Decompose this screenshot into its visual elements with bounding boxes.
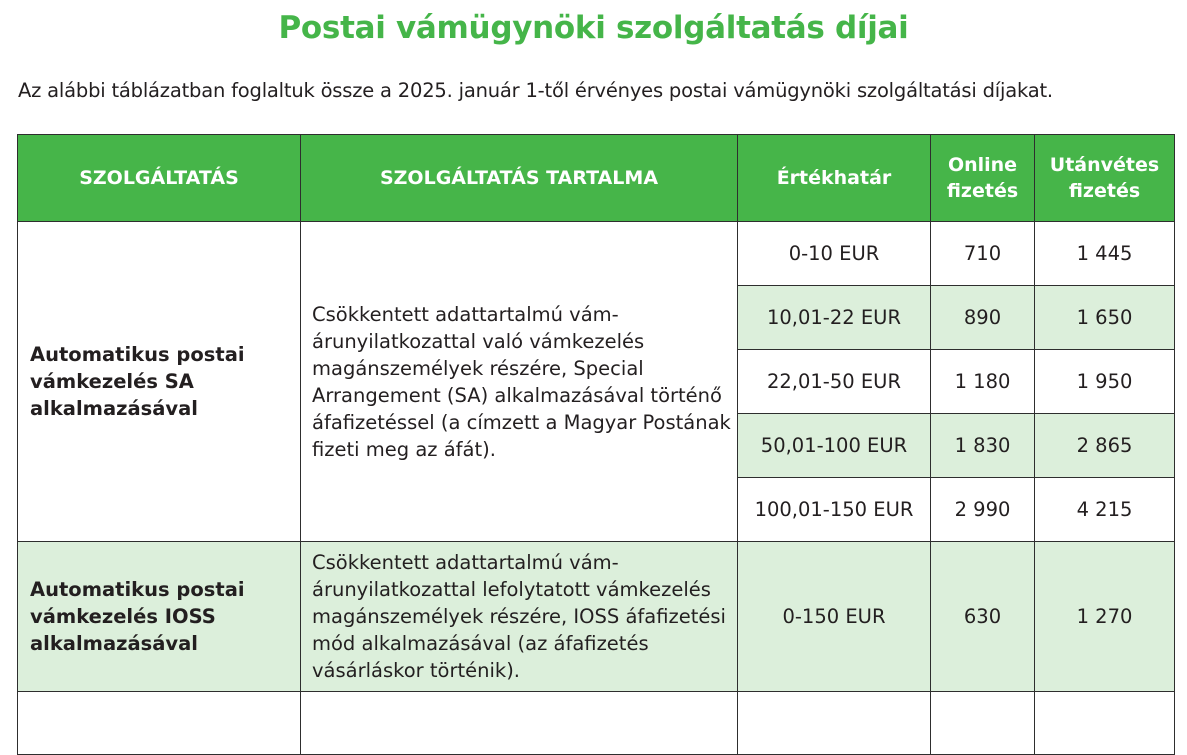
header-content: SZOLGÁLTATÁS TARTALMA	[301, 135, 738, 222]
table-row	[18, 542, 1175, 692]
fee-table	[17, 134, 1175, 755]
header-value-limit: Értékhatár	[738, 135, 931, 222]
page-title: Postai vámügynöki szolgáltatás díjai	[278, 10, 909, 46]
empty-cell	[931, 692, 1035, 755]
value-limit-cell: 10,01-22 EUR	[738, 286, 931, 350]
online-fee-cell: 630	[931, 542, 1035, 692]
value-limit-cell: 22,01-50 EUR	[738, 350, 931, 414]
value-limit-cell: 50,01-100 EUR	[738, 414, 931, 478]
cod-fee-cell: 4 215	[1035, 478, 1175, 542]
value-limit-cell: 0-10 EUR	[738, 222, 931, 286]
header-online: Online fizetés	[931, 135, 1035, 222]
header-cod: Utánvétes fizetés	[1035, 135, 1175, 222]
value-limit-cell: 0-150 EUR	[738, 542, 931, 692]
online-fee-cell: 2 990	[931, 478, 1035, 542]
table-row-cutoff	[18, 692, 1175, 755]
empty-cell	[1035, 692, 1175, 755]
service-description-ioss: Csökkentett adattartalmú vám-árunyilatkozattal lefolytatott vámkezelés magánszemélyek részére, IOSS áfafizetési mód alkalmazásával (az áfafizetés vásárláskor történik).	[301, 542, 738, 692]
cod-fee-cell: 1 650	[1035, 286, 1175, 350]
value-limit-cell: 100,01-150 EUR	[738, 478, 931, 542]
empty-cell	[301, 692, 738, 755]
cod-fee-cell: 2 865	[1035, 414, 1175, 478]
table-row	[18, 222, 1175, 286]
cod-fee-cell: 1 445	[1035, 222, 1175, 286]
table-header-row	[18, 135, 1175, 222]
service-name-sa: Automatikus postai vámkezelés SA alkalmazásával	[18, 222, 301, 542]
cod-fee-cell: 1 950	[1035, 350, 1175, 414]
intro-text: Az alábbi táblázatban foglaltuk össze a 2025. január 1-től érvényes postai vámügynöki szolgáltatási díjakat.	[18, 79, 1053, 102]
online-fee-cell: 1 830	[931, 414, 1035, 478]
empty-cell	[18, 692, 301, 755]
online-fee-cell: 1 180	[931, 350, 1035, 414]
online-fee-cell: 890	[931, 286, 1035, 350]
online-fee-cell: 710	[931, 222, 1035, 286]
service-name-ioss: Automatikus postai vámkezelés IOSS alkalmazásával	[18, 542, 301, 692]
service-description-sa: Csökkentett adattartalmú vám-árunyilatkozattal való vámkezelés magánszemélyek részére, Special Arrangement (SA) alkalmazásával történő áfafizetéssel (a címzett a Magyar Postának fizeti meg az áfát).	[301, 222, 738, 542]
cod-fee-cell: 1 270	[1035, 542, 1175, 692]
empty-cell	[738, 692, 931, 755]
header-service: SZOLGÁLTATÁS	[18, 135, 301, 222]
